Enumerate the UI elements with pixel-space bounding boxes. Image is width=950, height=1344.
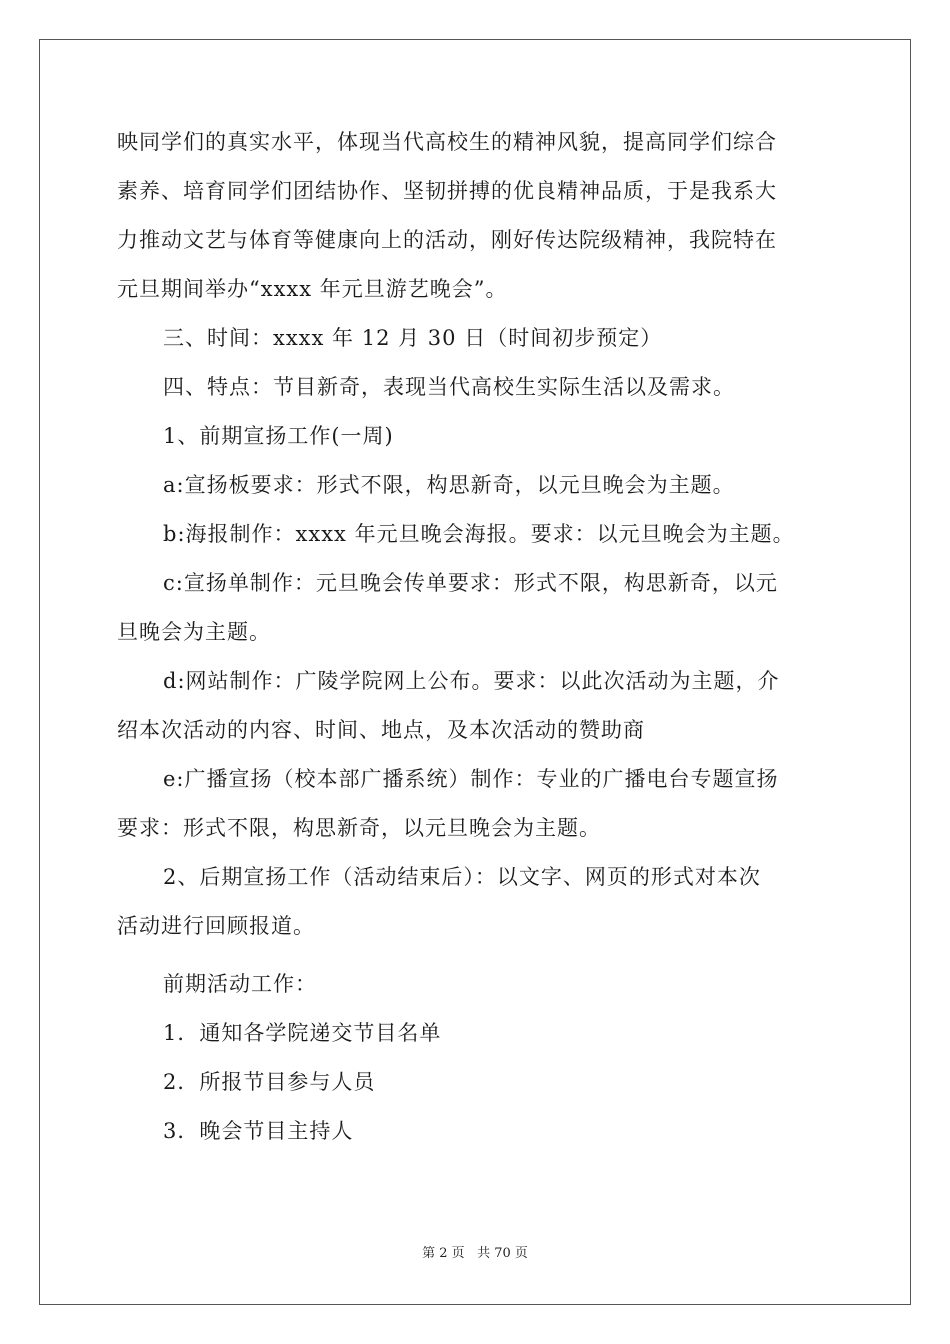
list-item-continuation: 要求：形式不限，构思新奇，以元旦晚会为主题。 [117,816,601,840]
list-item: a:宣扬板要求：形式不限，构思新奇，以元旦晚会为主题。 [163,473,735,497]
page-footer [0,1245,950,1263]
section-heading: 2、后期宣扬工作（活动结束后）：以文字、网页的形式对本次 [163,865,761,889]
list-item: c:宣扬单制作：元旦晚会传单要求：形式不限，构思新奇，以元 [163,571,778,595]
paragraph-line: 力推动文艺与体育等健康向上的活动，刚好传达院级精神，我院特在 [117,228,777,252]
page-total: 共 70 页 [477,1246,528,1261]
paragraph-line: 活动进行回顾报道。 [117,914,315,938]
section-heading: 1、前期宣扬工作(一周) [163,424,394,448]
schedule-time-line: 三、时间：xxxx 年 12 月 30 日（时间初步预定） [163,326,663,350]
feature-line: 四、特点：节目新奇，表现当代高校生实际生活以及需求。 [163,375,735,399]
page-number: 第 2 页 [422,1246,465,1261]
section-heading: 前期活动工作： [163,972,317,996]
paragraph-line: 映同学们的真实水平，体现当代高校生的精神风貌，提高同学们综合 [117,130,777,154]
list-item: 1．通知各学院递交节目名单 [163,1021,442,1045]
paragraph-line: 素养、培育同学们团结协作、坚韧拼搏的优良精神品质，于是我系大 [117,179,777,203]
list-item: 2．所报节目参与人员 [163,1070,376,1094]
list-item: d:网站制作：广陵学院网上公布。要求：以此次活动为主题，介 [163,669,780,693]
list-item-continuation: 旦晚会为主题。 [117,620,271,644]
list-item: 3．晚会节目主持人 [163,1119,354,1143]
list-item: b:海报制作：xxxx 年元旦晚会海报。要求：以元旦晚会为主题。 [163,522,795,546]
list-item: e:广播宣扬（校本部广播系统）制作：专业的广播电台专题宣扬 [163,767,779,791]
list-item-continuation: 绍本次活动的内容、时间、地点，及本次活动的赞助商 [117,718,645,742]
paragraph-line: 元旦期间举办“xxxx 年元旦游艺晚会”。 [117,277,508,301]
